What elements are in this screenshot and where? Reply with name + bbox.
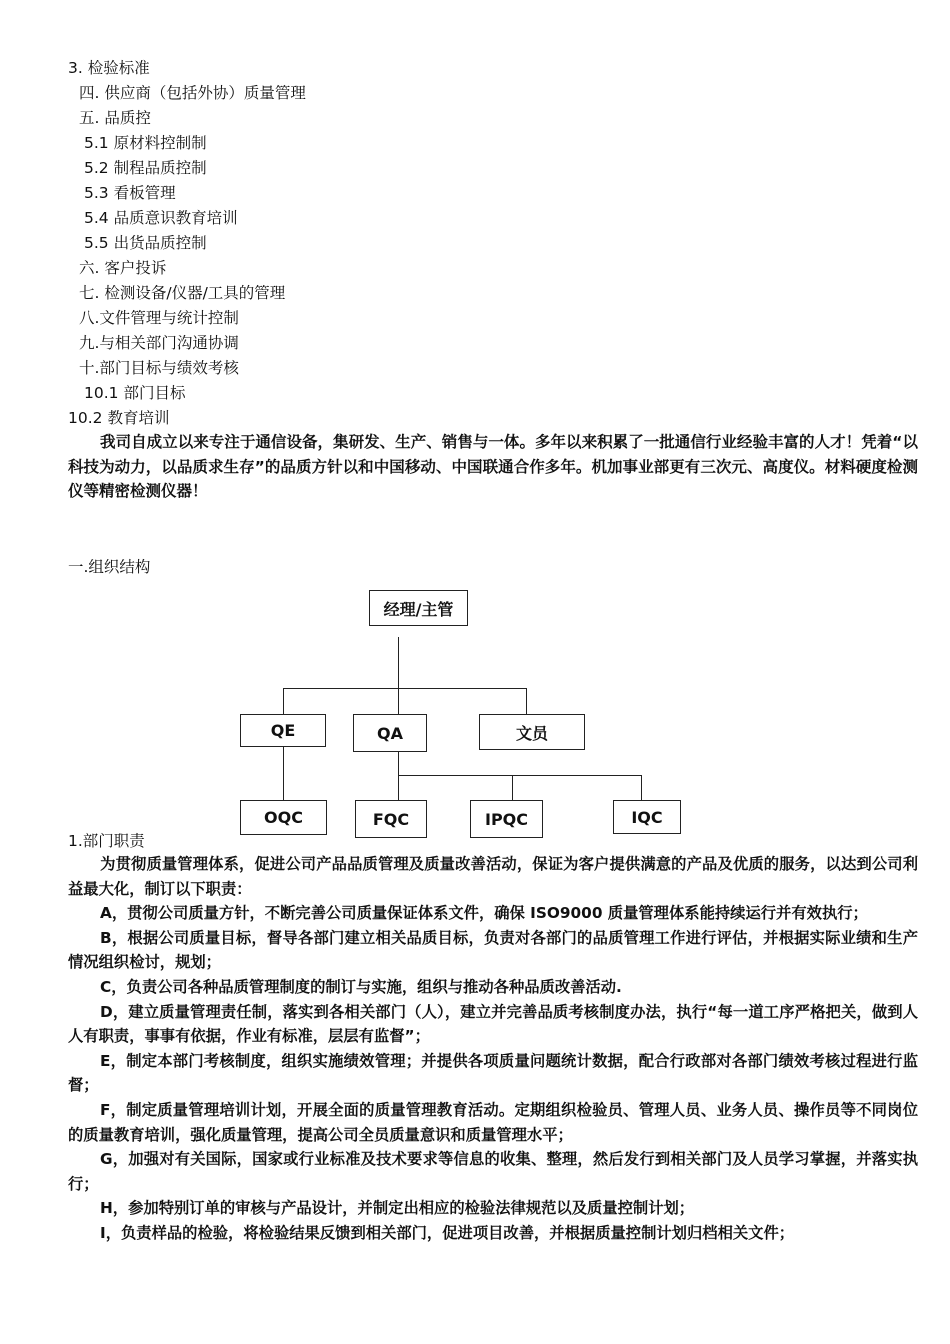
duty-paragraph [68,1098,918,1147]
connector [283,688,527,689]
toc-item: 10.1 部门目标 [84,384,186,402]
duty-paragraph [68,852,918,901]
intro-paragraph [68,430,918,504]
toc-item: 5.5 出货品质控制 [84,234,207,252]
duty-paragraph [68,901,918,926]
section-title-duties: 1.部门职责 [68,832,145,850]
toc-item: 5.2 制程品质控制 [84,159,207,177]
connector [512,775,513,800]
org-box-manager: 经理/主管 [369,590,468,626]
toc-item: 十.部门目标与绩效考核 [79,359,239,377]
org-box-clerk: 文员 [479,714,585,750]
org-box-ipqc: IPQC [470,800,543,838]
connector [283,688,284,715]
toc-item: 5.3 看板管理 [84,184,176,202]
intro-text: 我司自成立以来专注于通信设备，集研发、生产、销售与一体。多年以来积累了一批通信行业经验丰富的人才！凭着“以科技为动力，以品质求生存”的品质方针以和中国移动、中国联通合作多年。机加事业部更有三次元、高度仪。材料硬度检测仪等精密检测仪器！ [68,433,918,501]
duty-paragraph [68,1221,918,1246]
duty-text: H，参加特别订单的审核与产品设计，并制定出相应的检验法律规范以及质量控制计划； [100,1199,695,1218]
org-box-oqc: OQC [240,800,327,835]
connector [398,688,399,715]
toc-item: 六. 客户投诉 [79,259,167,277]
connector [283,747,284,800]
duty-text: C，负责公司各种品质管理制度的制订与实施，组织与推动各种品质改善活动. [100,977,622,996]
connector [641,775,642,800]
duty-text: D，建立质量管理责任制，落实到各相关部门（人），建立并完善品质考核制度办法，执行“每一道工序严格把关，做到人人有职责，事事有依据，作业有标准，层层有监督”； [68,1002,918,1046]
duty-paragraph [68,926,918,975]
org-box-iqc: IQC [613,800,681,834]
org-box-qa: QA [353,714,427,752]
duty-text: E，制定本部门考核制度，组织实施绩效管理；并提供各项质量问题统计数据，配合行政部对各部门绩效考核过程进行监督； [68,1051,918,1095]
toc-item: 八.文件管理与统计控制 [79,309,239,327]
connector [398,637,399,688]
duty-paragraph [68,1000,918,1049]
toc-item: 5.1 原材料控制制 [84,134,207,152]
duty-text: A，贯彻公司质量方针，不断完善公司质量保证体系文件，确保 ISO9000 质量管理体系能持续运行并有效执行； [100,904,868,923]
toc-item: 四. 供应商（包括外协）质量管理 [79,84,306,102]
connector [398,775,642,776]
org-chart [0,585,950,845]
duty-text: I，负责样品的检验，将检验结果反馈到相关部门，促进项目改善，并根据质量控制计划归档相关文件； [100,1223,795,1242]
toc-item: 10.2 教育培训 [68,409,170,427]
toc-item: 五. 品质控 [79,109,151,127]
connector [526,688,527,715]
duty-paragraph [68,1196,918,1221]
duty-text: B，根据公司质量目标，督导各部门建立相关品质目标，负责对各部门的品质管理工作进行评估，并根据实际业绩和生产情况组织检讨，规划； [68,928,918,972]
toc-item: 七. 检测设备/仪器/工具的管理 [79,284,286,302]
org-box-fqc: FQC [355,800,427,838]
duty-paragraph [68,1049,918,1098]
duty-paragraph [68,975,918,1000]
toc-item: 5.4 品质意识教育培训 [84,209,238,227]
duty-paragraph [68,1147,918,1196]
toc-item: 九.与相关部门沟通协调 [79,334,239,352]
duty-text: G，加强对有关国际，国家或行业标准及技术要求等信息的收集、整理，然后发行到相关部门及人员学习掌握，并落实执行； [68,1150,918,1193]
duty-text: 为贯彻质量管理体系，促进公司产品品质管理及质量改善活动，保证为客户提供满意的产品及优质的服务，以达到公司利益最大化，制订以下职责： [68,855,918,898]
duty-text: F，制定质量管理培训计划，开展全面的质量管理教育活动。定期组织检验员、管理人员、业务人员、操作员等不同岗位的质量教育培训，强化质量管理，提高公司全员质量意识和质量管理水平； [68,1100,918,1144]
duties-list [68,852,918,1246]
section-title-org: 一.组织结构 [68,558,151,576]
org-box-qe: QE [240,714,326,747]
toc-item: 3. 检验标准 [68,59,150,77]
